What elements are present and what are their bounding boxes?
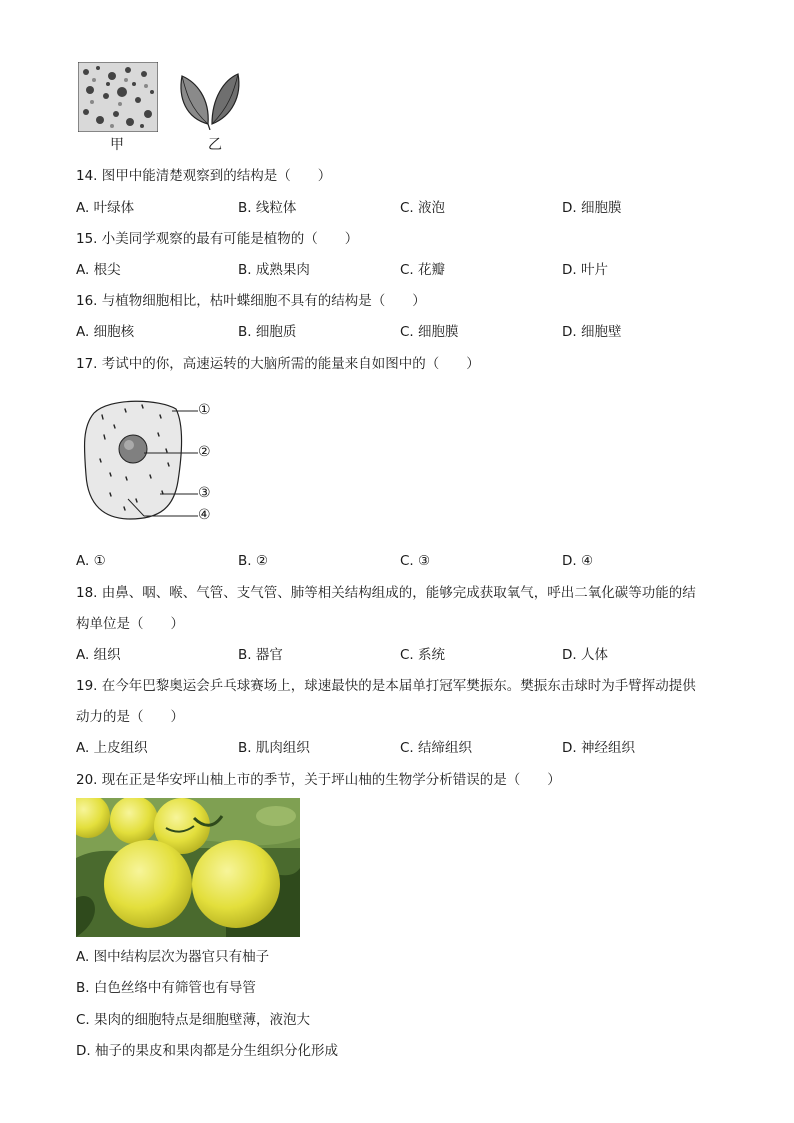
question-15-option-b[interactable]: B. 成熟果肉 xyxy=(238,262,310,278)
question-14-stem: 14. 图甲中能清楚观察到的结构是（ ） xyxy=(76,168,332,184)
figure-yi-leaves xyxy=(176,68,246,130)
question-16-option-a[interactable]: A. 细胞核 xyxy=(76,324,135,340)
question-14-option-c[interactable]: C. 液泡 xyxy=(400,200,446,216)
question-19-option-c[interactable]: C. 结缔组织 xyxy=(400,740,473,756)
question-18-option-b[interactable]: B. 器官 xyxy=(238,647,283,663)
question-16-stem: 16. 与植物细胞相比，枯叶蝶细胞不具有的结构是（ ） xyxy=(76,293,426,309)
question-20-option-b[interactable]: B. 白色丝络中有筛管也有导管 xyxy=(76,980,256,996)
cell-label-3: ③ xyxy=(198,485,211,501)
question-20-option-c[interactable]: C. 果肉的细胞特点是细胞壁薄，液泡大 xyxy=(76,1012,311,1028)
question-16-option-b[interactable]: B. 细胞质 xyxy=(238,324,297,340)
question-14-option-d[interactable]: D. 细胞膜 xyxy=(562,200,622,216)
question-17-option-a[interactable]: A. ① xyxy=(76,553,106,569)
question-19-stem-line2: 动力的是（ ） xyxy=(76,709,184,725)
question-17-option-d[interactable]: D. ④ xyxy=(562,553,594,569)
question-14-option-b[interactable]: B. 线粒体 xyxy=(238,200,297,216)
question-20-stem: 20. 现在正是华安坪山柚上市的季节，关于坪山柚的生物学分析错误的是（ ） xyxy=(76,772,561,788)
figure-jia-micrograph xyxy=(78,62,158,132)
question-15-option-a[interactable]: A. 根尖 xyxy=(76,262,121,278)
question-15-option-d[interactable]: D. 叶片 xyxy=(562,262,608,278)
question-18-stem-line2: 构单位是（ ） xyxy=(76,616,184,632)
pomelo-photo xyxy=(76,798,300,937)
question-20-option-a[interactable]: A. 图中结构层次为器官只有柚子 xyxy=(76,949,270,965)
question-19-option-a[interactable]: A. 上皮组织 xyxy=(76,740,148,756)
question-17-stem: 17. 考试中的你，高速运转的大脑所需的能量来自如图中的（ ） xyxy=(76,356,480,372)
question-16-option-d[interactable]: D. 细胞壁 xyxy=(562,324,622,340)
cell-label-4: ④ xyxy=(198,507,211,523)
question-15-stem: 15. 小美同学观察的最有可能是植物的（ ） xyxy=(76,231,359,247)
cell-label-1: ① xyxy=(198,402,211,418)
question-14-option-a[interactable]: A. 叶绿体 xyxy=(76,200,135,216)
question-18-stem-line1: 18. 由鼻、咽、喉、气管、支气管、肺等相关结构组成的，能够完成获取氧气，呼出二氧化碳等功能的结 xyxy=(76,585,696,601)
question-20-option-d[interactable]: D. 柚子的果皮和果肉都是分生组织分化形成 xyxy=(76,1043,338,1059)
question-17-option-c[interactable]: C. ③ xyxy=(400,553,431,569)
question-19-option-d[interactable]: D. 神经组织 xyxy=(562,740,635,756)
question-18-option-c[interactable]: C. 系统 xyxy=(400,647,446,663)
figure-label-yi: 乙 xyxy=(208,137,222,153)
figure-label-jia: 甲 xyxy=(110,137,124,153)
cell-label-2: ② xyxy=(198,444,211,460)
question-18-option-a[interactable]: A. 组织 xyxy=(76,647,121,663)
question-17-option-b[interactable]: B. ② xyxy=(238,553,268,569)
question-18-option-d[interactable]: D. 人体 xyxy=(562,647,608,663)
question-16-option-c[interactable]: C. 细胞膜 xyxy=(400,324,459,340)
question-19-stem-line1: 19. 在今年巴黎奥运会乒乓球赛场上，球速最快的是本届单打冠军樊振东。樊振东击球时为手臂挥动提供 xyxy=(76,678,696,694)
question-19-option-b[interactable]: B. 肌肉组织 xyxy=(238,740,310,756)
question-15-option-c[interactable]: C. 花瓣 xyxy=(400,262,446,278)
